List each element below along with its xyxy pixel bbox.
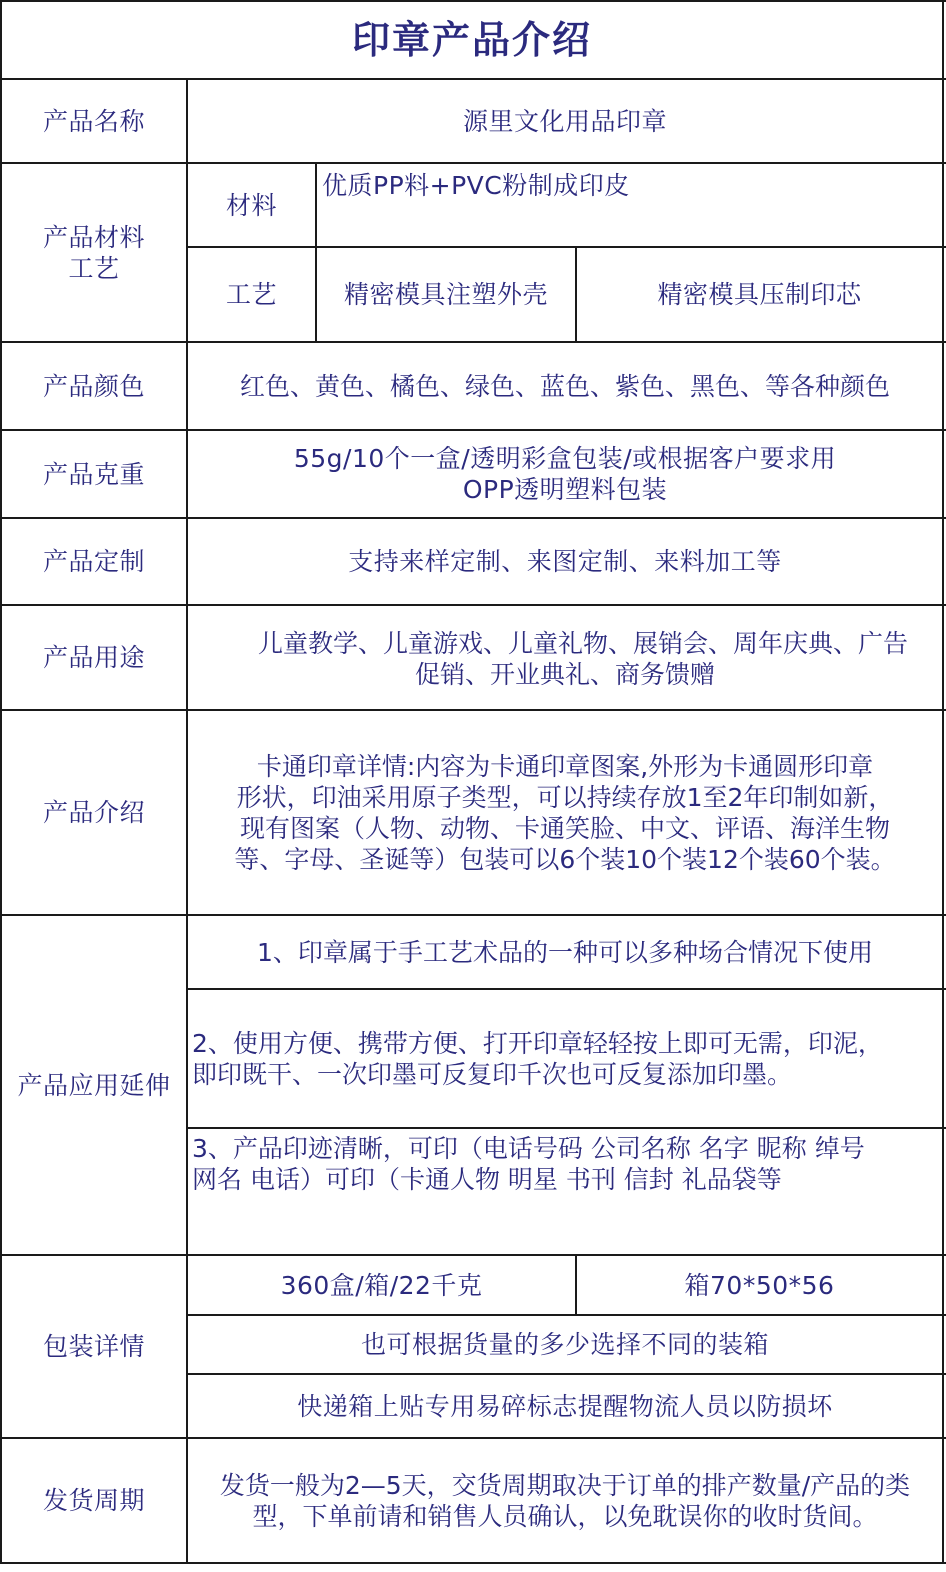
- text-line: 现有图案（人物、动物、卡通笑脸、中文、评语、海洋生物: [239, 813, 890, 843]
- value-packing-note-1: 也可根据货量的多少选择不同的装箱: [360, 1330, 769, 1359]
- label-product-weight: 产品克重: [42, 459, 145, 489]
- label-product-color: 产品颜色: [42, 371, 145, 401]
- text-line: 等、字母、圣诞等）包装可以6个装10个装12个装60个装。: [234, 844, 896, 874]
- value-process-shell: 精密模具注塑外壳: [343, 280, 548, 309]
- text-line: 网名 电话）可印（卡通人物 明星 书刊 信封 礼品袋等: [192, 1165, 782, 1194]
- border: [942, 0, 944, 1564]
- value-product-color: 红色、黄色、橘色、绿色、蓝色、紫色、黑色、等各种颜色: [239, 371, 890, 401]
- value-extend-item-1: 1、印章属于手工艺术品的一种可以多种场合情况下使用: [257, 937, 873, 967]
- value-material: 优质PP料+PVC粉制成印皮: [322, 171, 630, 200]
- text-line: 55g/10个一盒/透明彩盒包装/或根据客户要求用: [293, 444, 837, 473]
- value-extend-item-2: [192, 990, 942, 1127]
- text-line: 发货一般为2—5天，交货周期取决于订单的排产数量/产品的类: [219, 1470, 911, 1500]
- value-box-count: 360盒/箱/22千克: [280, 1270, 483, 1300]
- label-shipping: 发货周期: [42, 1486, 145, 1515]
- label-product-usage: 产品用途: [42, 643, 145, 672]
- label-product-intro: 产品介绍: [42, 798, 145, 827]
- text-line: 型，下单前请和销售人员确认，以免耽误你的收时货间。: [252, 1501, 878, 1531]
- value-product-weight: [188, 431, 942, 517]
- page-title: 印章产品介绍: [351, 17, 592, 62]
- value-product-custom: 支持来样定制、来图定制、来料加工等: [348, 547, 782, 576]
- label-material: 材料: [225, 190, 277, 220]
- border: [0, 1562, 946, 1564]
- value-box-size: 箱70*50*56: [684, 1270, 835, 1300]
- value-product-usage: [188, 610, 942, 707]
- value-shipping: [188, 1439, 942, 1562]
- text-line: OPP透明塑料包装: [462, 475, 668, 504]
- label-process: 工艺: [225, 280, 277, 309]
- label-packing: 包装详情: [42, 1332, 145, 1361]
- label-line: 产品材料: [42, 222, 145, 252]
- border: [186, 1127, 946, 1129]
- value-extend-item-3: [192, 1133, 942, 1252]
- text-line: 儿童教学、儿童游戏、儿童礼物、展销会、周年庆典、广告: [257, 628, 908, 658]
- label-material-process: [2, 164, 186, 341]
- label-line: 工艺: [68, 253, 120, 283]
- text-line: 即印既干、一次印墨可反复印千次也可反复添加印墨。: [192, 1059, 793, 1089]
- text-line: 2、使用方便、携带方便、打开印章轻轻按上即可无需，印泥，: [192, 1028, 883, 1058]
- text-line: 3、产品印迹清晰，可印（电话号码 公司名称 名字 昵称 绰号: [192, 1134, 865, 1163]
- label-product-extend: 产品应用延伸: [17, 1070, 171, 1100]
- value-process-core: 精密模具压制印芯: [657, 280, 862, 309]
- label-product-custom: 产品定制: [42, 547, 145, 576]
- label-product-name: 产品名称: [42, 106, 145, 136]
- text-line: 卡通印章详情:内容为卡通印章图案,外形为卡通圆形印章: [256, 751, 874, 781]
- text-line: 形状，印油采用原子类型，可以持续存放1至2年印制如新，: [236, 782, 894, 812]
- value-product-name: 源里文化用品印章: [462, 106, 667, 136]
- text-line: 促销、开业典礼、商务馈赠: [414, 659, 715, 689]
- value-product-intro: [188, 711, 942, 914]
- value-packing-note-2: 快递箱上贴专用易碎标志提醒物流人员以防损坏: [297, 1391, 833, 1421]
